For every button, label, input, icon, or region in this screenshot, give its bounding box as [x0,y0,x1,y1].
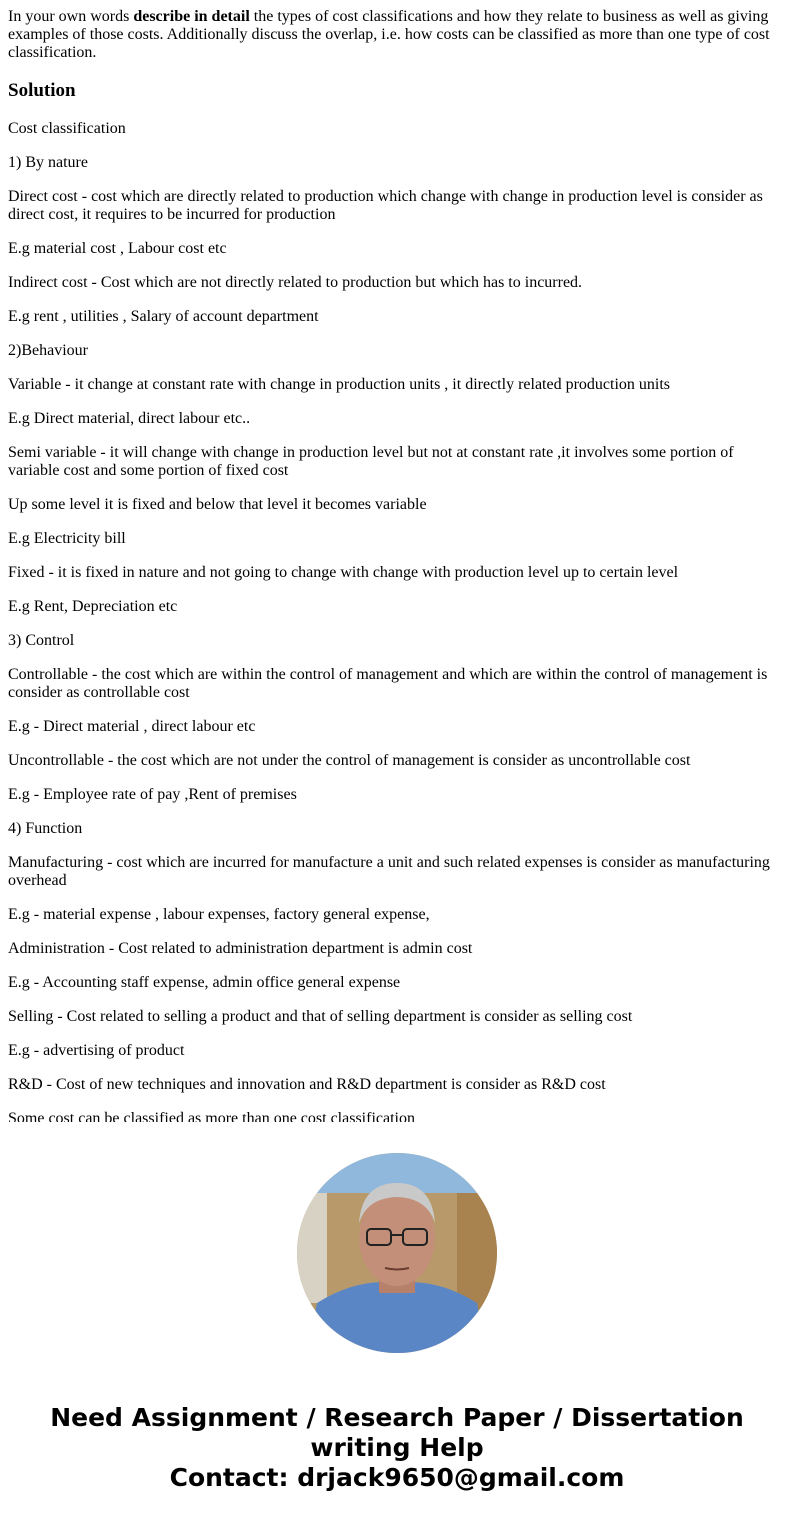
solution-paragraph: E.g - Direct material , direct labour etc [8,718,256,735]
promo-contact: Contact: drjack9650@gmail.com [169,1463,625,1492]
answer-content [8,8,786,1122]
question-post: the types of cost classifications and how they relate to business as well as giving examples of those costs. Additionally discuss the overlap, i.e. how costs can be classified as more than one type of cost classification. [8,8,770,61]
solution-paragraph: Controllable - the cost which are within the control of management and which are within the control of management is consider as controllable cost [8,666,768,701]
solution-heading: Solution [8,80,76,101]
solution-paragraph: E.g - material expense , labour expenses, factory general expense, [8,906,430,923]
promo-line: Need Assignment / Research Paper / Dissertation writing Help [50,1403,744,1462]
question-text [8,8,786,62]
solution-paragraph: Semi variable - it will change with change in production level but not at constant rate ,it involves some portion of variable cost and some portion of fixed cost [8,444,734,479]
solution-paragraph: E.g - advertising of product [8,1042,185,1059]
solution-paragraph: Cost classification [8,120,126,137]
author-avatar-image [297,1153,497,1353]
solution-paragraph: E.g - Employee rate of pay ,Rent of premises [8,786,297,803]
solution-paragraph: 2)Behaviour [8,342,88,359]
question-pre: In your own words [8,8,134,25]
solution-paragraph: 4) Function [8,820,83,837]
solution-paragraph: R&D - Cost of new techniques and innovation and R&D department is consider as R&D cost [8,1076,606,1093]
question-emphasis: describe in detail [133,8,250,25]
solution-paragraph: Direct cost - cost which are directly related to production which change with change in production level is consider as direct cost, it requires to be incurred for production [8,188,763,223]
solution-paragraph: 1) By nature [8,154,88,171]
solution-paragraph: 3) Control [8,632,75,649]
solution-body [8,120,786,1122]
solution-paragraph: E.g Direct material, direct labour etc.. [8,410,251,427]
solution-paragraph: Variable - it change at constant rate with change in production units , it directly related production units [8,376,671,393]
solution-paragraph: Up some level it is fixed and below that level it becomes variable [8,496,427,513]
solution-paragraph: Administration - Cost related to administration department is admin cost [8,940,473,957]
solution-paragraph: Manufacturing - cost which are incurred for manufacture a unit and such related expenses is consider as manufacturing overhead [8,854,770,889]
promo-banner [8,1403,786,1493]
solution-paragraph: Fixed - it is fixed in nature and not going to change with change with production level up to certain level [8,564,679,581]
solution-paragraph: E.g material cost , Labour cost etc [8,240,227,257]
solution-paragraph: E.g rent , utilities , Salary of account department [8,308,319,325]
solution-paragraph: Uncontrollable - the cost which are not under the control of management is consider as uncontrollable cost [8,752,691,769]
solution-paragraph: E.g Rent, Depreciation etc [8,598,178,615]
solution-paragraph: Selling - Cost related to selling a product and that of selling department is consider as selling cost [8,1008,633,1025]
solution-paragraph: Indirect cost - Cost which are not directly related to production but which has to incurred. [8,274,583,291]
solution-paragraph: E.g Electricity bill [8,530,126,547]
author-photo [8,1153,786,1353]
solution-paragraph: Some cost can be classified as more than one cost classification [8,1110,415,1122]
solution-paragraph: E.g - Accounting staff expense, admin office general expense [8,974,401,991]
